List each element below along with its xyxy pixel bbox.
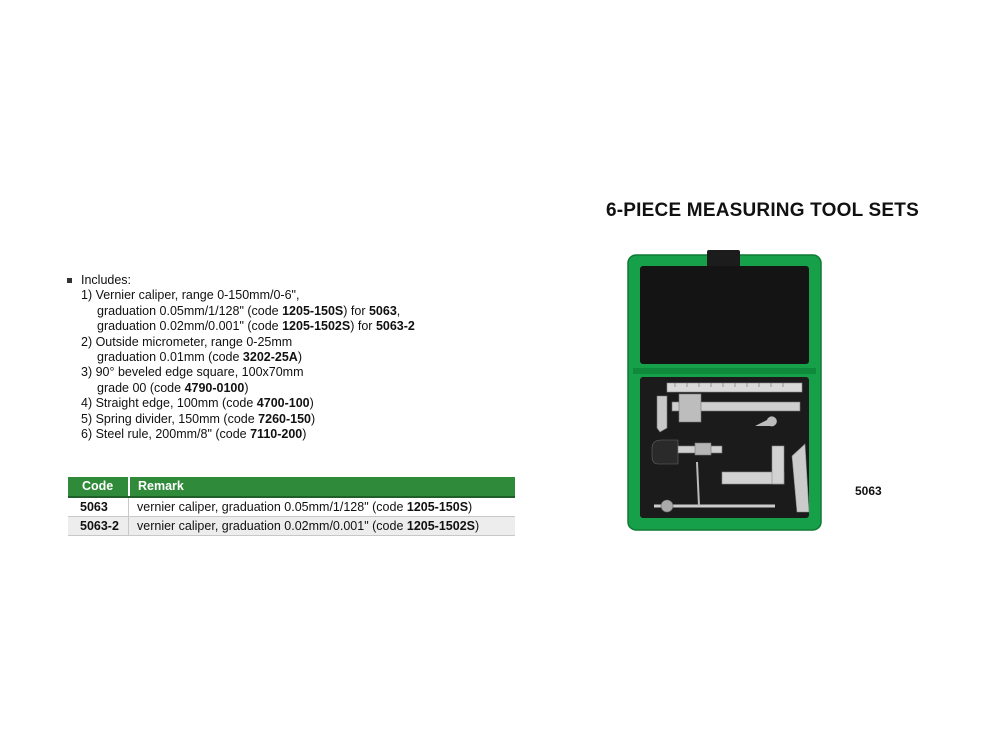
text-segment: ) for [343, 303, 369, 318]
includes-line [67, 381, 415, 396]
includes-lines [67, 288, 415, 442]
text-segment: graduation 0.05mm/1/128" (code [97, 303, 283, 318]
includes-line [67, 427, 415, 442]
text-segment: graduation 0.01mm (code [97, 350, 243, 365]
table-body [68, 498, 515, 536]
tool-set-case-image [627, 250, 822, 532]
bold-code: 3202-25A [242, 350, 298, 365]
bold-code: 5063 [368, 303, 397, 318]
text-segment: ) [311, 411, 316, 426]
text-segment: 6) Steel rule, 200mm/8" (code [81, 427, 251, 442]
cell-code: 5063 [80, 500, 108, 514]
includes-heading-text: Includes: [81, 273, 132, 287]
includes-list [67, 273, 415, 442]
bold-code: 7260-150 [258, 411, 311, 426]
text-segment: vernier caliper, graduation 0.05mm/1/128" (code [137, 500, 407, 514]
text-segment: graduation 0.02mm/0.001" (code [97, 319, 283, 334]
text-segment: 2) Outside micrometer, range 0-25mm [81, 334, 293, 349]
includes-line [67, 412, 415, 427]
bold-code: 7110-200 [250, 427, 303, 442]
text-segment: vernier caliper, graduation 0.02mm/0.001" (code [137, 519, 407, 533]
text-segment: 5) Spring divider, 150mm (code [81, 411, 259, 426]
text-segment: grade 00 (code [97, 380, 185, 395]
includes-line [67, 365, 415, 380]
includes-line [67, 335, 415, 350]
text-segment: ) [302, 427, 307, 442]
text-segment: ) [468, 500, 473, 514]
text-segment: , [396, 303, 401, 318]
cell-code: 5063-2 [80, 519, 119, 533]
includes-line [67, 304, 415, 319]
cell-remark [128, 517, 515, 535]
code-table [68, 477, 515, 536]
text-segment: ) [297, 350, 302, 365]
bold-code: 4790-0100 [184, 380, 245, 395]
cell-remark [128, 498, 515, 516]
bold-code: 1205-150S [406, 500, 469, 514]
text-segment: 3) 90° beveled edge square, 100x70mm [81, 365, 304, 380]
text-segment: ) for [350, 319, 376, 334]
bullet-icon [67, 278, 72, 283]
includes-line [67, 350, 415, 365]
includes-line [67, 319, 415, 334]
includes-line [67, 288, 415, 303]
bold-code: 1205-1502S [282, 319, 351, 334]
page-title: 6-PIECE MEASURING TOOL SETS [606, 200, 919, 221]
includes-line [67, 396, 415, 411]
text-segment: 1) Vernier caliper, range 0-150mm/0-6", [81, 288, 300, 303]
header-remark: Remark [128, 477, 515, 496]
image-caption: 5063 [855, 484, 882, 498]
text-segment: 4) Straight edge, 100mm (code [81, 396, 257, 411]
bold-code: 5063-2 [375, 319, 415, 334]
text-segment: ) [244, 380, 249, 395]
bold-code: 4700-100 [256, 396, 310, 411]
text-segment: ) [309, 396, 314, 411]
table-header [68, 477, 515, 498]
table-row [68, 498, 515, 517]
text-segment: ) [475, 519, 480, 533]
bold-code: 1205-150S [282, 303, 344, 318]
bold-code: 1205-1502S [406, 519, 475, 533]
includes-heading [67, 273, 415, 288]
header-code: Code [82, 479, 114, 493]
table-row [68, 517, 515, 536]
